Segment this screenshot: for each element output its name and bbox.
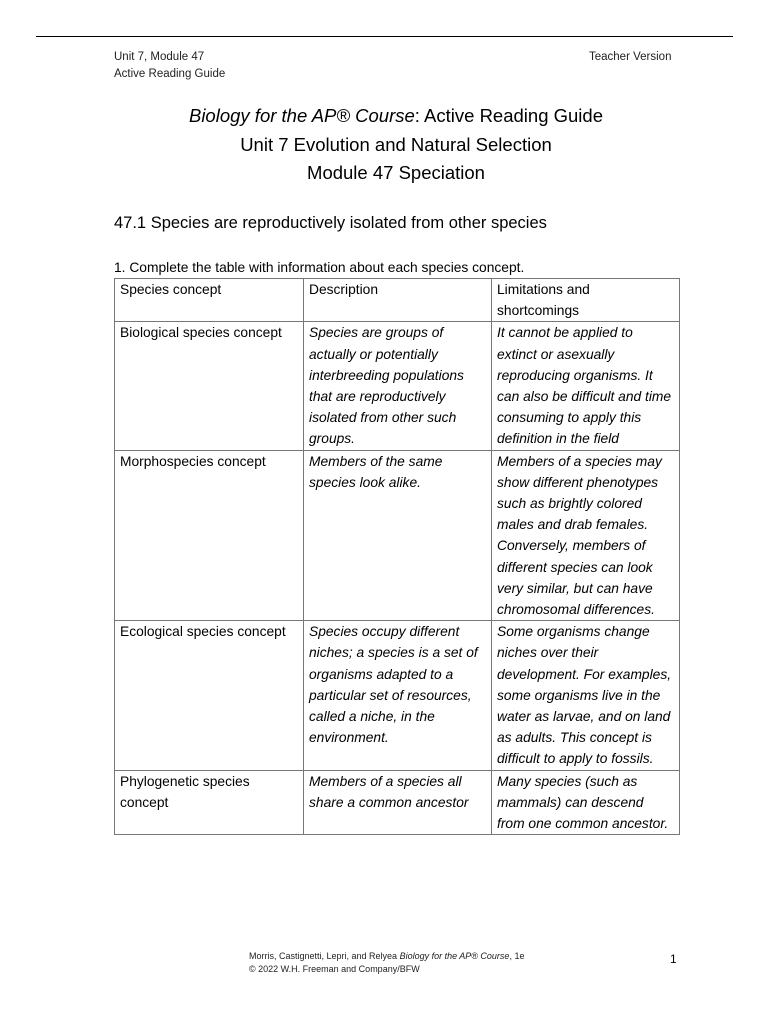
header-guide-name: Active Reading Guide — [114, 68, 226, 80]
running-header-left — [114, 49, 225, 83]
page-number: 1 — [670, 952, 677, 966]
table-row — [115, 322, 680, 450]
species-concept-cell: Biological species concept — [115, 322, 304, 450]
footer-book-name: Biology for the AP® Course — [399, 951, 510, 961]
table-row — [115, 621, 680, 770]
species-concept-cell: Phylogenetic species concept — [115, 770, 304, 835]
table-row — [115, 770, 680, 835]
column-header: Description — [304, 279, 492, 322]
page-footer — [249, 950, 524, 976]
description-cell: Species occupy different niches; a species is a set of organisms adapted to a particular set of resources, called a niche, in the environment. — [304, 621, 492, 770]
footer-copyright: © 2022 W.H. Freeman and Company/BFW — [249, 964, 420, 974]
limitations-cell: It cannot be applied to extinct or asexually reproducing organisms. It can also be difficult and time consuming to apply this definition in the field — [492, 322, 680, 450]
description-cell: Species are groups of actually or potentially interbreeding populations that are reproductively isolated from other such groups. — [304, 322, 492, 450]
document-title — [0, 102, 768, 188]
description-cell: Members of a species all share a common ancestor — [304, 770, 492, 835]
species-concept-cell: Ecological species concept — [115, 621, 304, 770]
column-header: Species concept — [115, 279, 304, 322]
title-book-name: Biology for the AP® Course — [188, 105, 415, 126]
section-heading: 47.1 Species are reproductively isolated from other species — [114, 214, 547, 232]
footer-edition: , 1e — [509, 951, 525, 961]
table-header-row — [115, 279, 680, 322]
title-line-unit: Unit 7 Evolution and Natural Selection — [240, 133, 552, 155]
title-line-module: Module 47 Speciation — [307, 162, 485, 183]
header-rule — [36, 36, 733, 37]
footer-citation — [249, 950, 524, 963]
header-unit-module: Unit 7, Module 47 — [114, 51, 205, 63]
question-text: 1. Complete the table with information about each species concept. — [114, 260, 525, 275]
species-concept-cell: Morphospecies concept — [115, 450, 304, 621]
limitations-cell: Many species (such as mammals) can descend from one common ancestor. — [492, 770, 680, 835]
header-version: Teacher Version — [589, 51, 672, 63]
species-concept-table — [114, 278, 680, 835]
limitations-cell: Some organisms change niches over their development. For examples, some organisms live in the water as larvae, and on land as adults. This concept is difficult to apply to fossils. — [492, 621, 680, 770]
table-row — [115, 450, 680, 621]
footer-authors: Morris, Castignetti, Lepri, and Relyea — [249, 951, 400, 961]
title-book-suffix: : Active Reading Guide — [414, 105, 603, 126]
limitations-cell: Members of a species may show different phenotypes such as brightly colored males and drab females. Conversely, members of different species can look very similar, but can have chromosomal differences. — [492, 450, 680, 621]
column-header: Limitations and shortcomings — [492, 279, 680, 322]
description-cell: Members of the same species look alike. — [304, 450, 492, 621]
title-line-book — [0, 102, 768, 131]
